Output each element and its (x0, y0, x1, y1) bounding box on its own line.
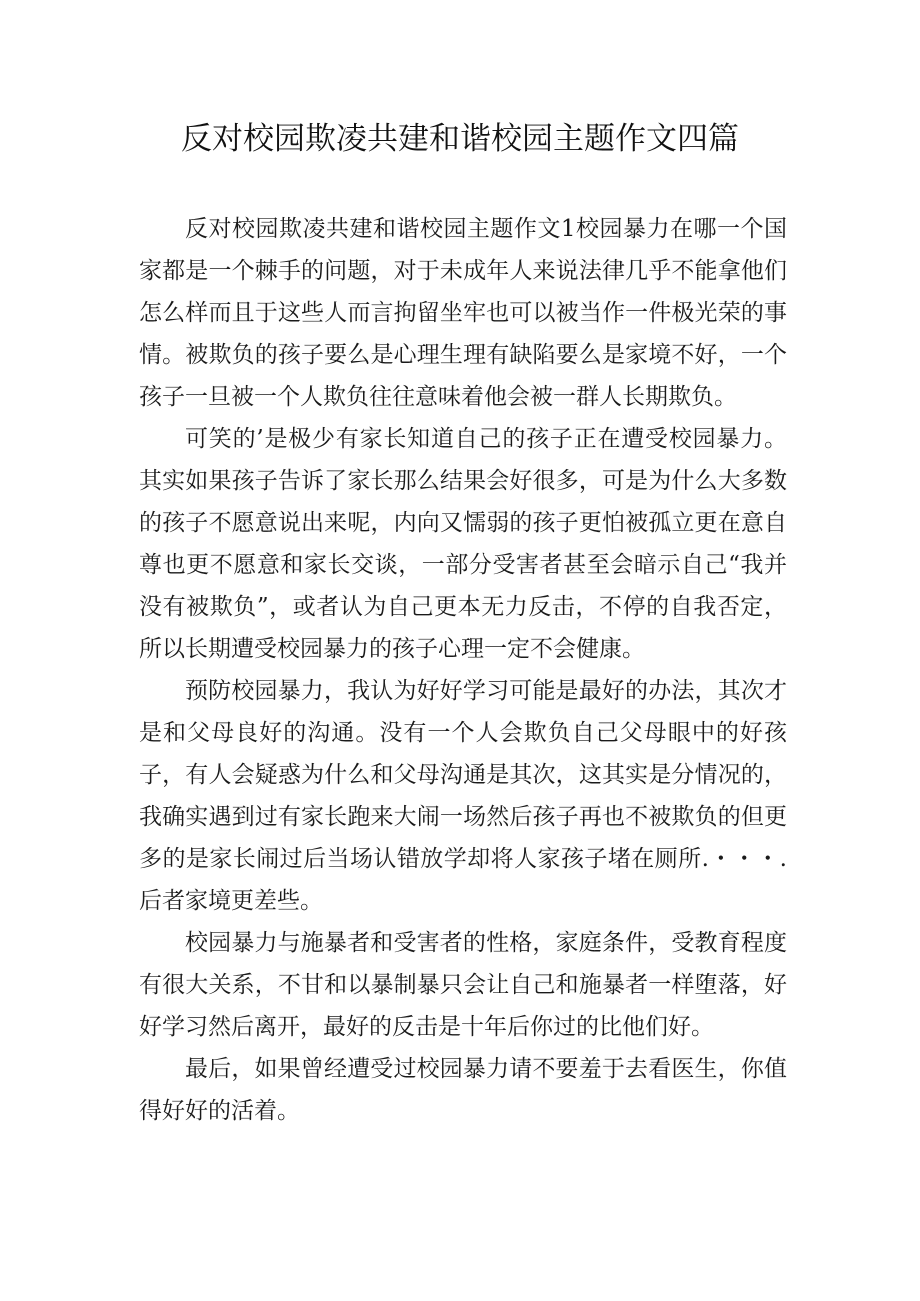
document-body (139, 208, 787, 1132)
paragraph-2: 可笑的’是极少有家长知道自己的孩子正在遭受校园暴力。其实如果孩子告诉了家长那么结果会好很多，可是为什么大多数的孩子不愿意说出来呢，内向又懦弱的孩子更怕被孤立更在意自尊也更不愿意和家长交谈，一部分受害者甚至会暗示自己“我并没有被欺负”，或者认为自己更本无力反击，不停的自我否定，所以长期遭受校园暴力的孩子心理一定不会健康。 (139, 426, 787, 662)
paragraph-5: 最后，如果曾经遭受过校园暴力请不要羞于去看医生，你值得好好的活着。 (139, 1056, 787, 1124)
document-title: 反对校园欺凌共建和谐校园主题作文四篇 (181, 121, 739, 157)
paragraph-4: 校园暴力与施暴者和受害者的性格，家庭条件，受教育程度有很大关系，不甘和以暴制暴只会让自己和施暴者一样堕落，好好学习然后离开，最好的反击是十年后你过的比他们好。 (139, 930, 787, 1040)
paragraph-1: 反对校园欺凌共建和谐校园主题作文1校园暴力在哪一个国家都是一个棘手的问题，对于未成年人来说法律几乎不能拿他们怎么样而且于这些人而言拘留坐牢也可以被当作一件极光荣的事情。被欺负的孩子要么是心理生理有缺陷要么是家境不好，一个孩子一旦被一个人欺负往往意味着他会被一群人长期欺负。 (139, 216, 787, 410)
paragraph-3: 预防校园暴力，我认为好好学习可能是最好的办法，其次才是和父母良好的沟通。没有一个人会欺负自己父母眼中的好孩子，有人会疑惑为什么和父母沟通是其次，这其实是分情况的，我确实遇到过有家长跑来大闹一场然后孩子再也不被欺负的但更多的是家长闹过后当场认错放学却将人家孩子堵在厕所.・・・.后者家境更差些。 (139, 678, 787, 914)
